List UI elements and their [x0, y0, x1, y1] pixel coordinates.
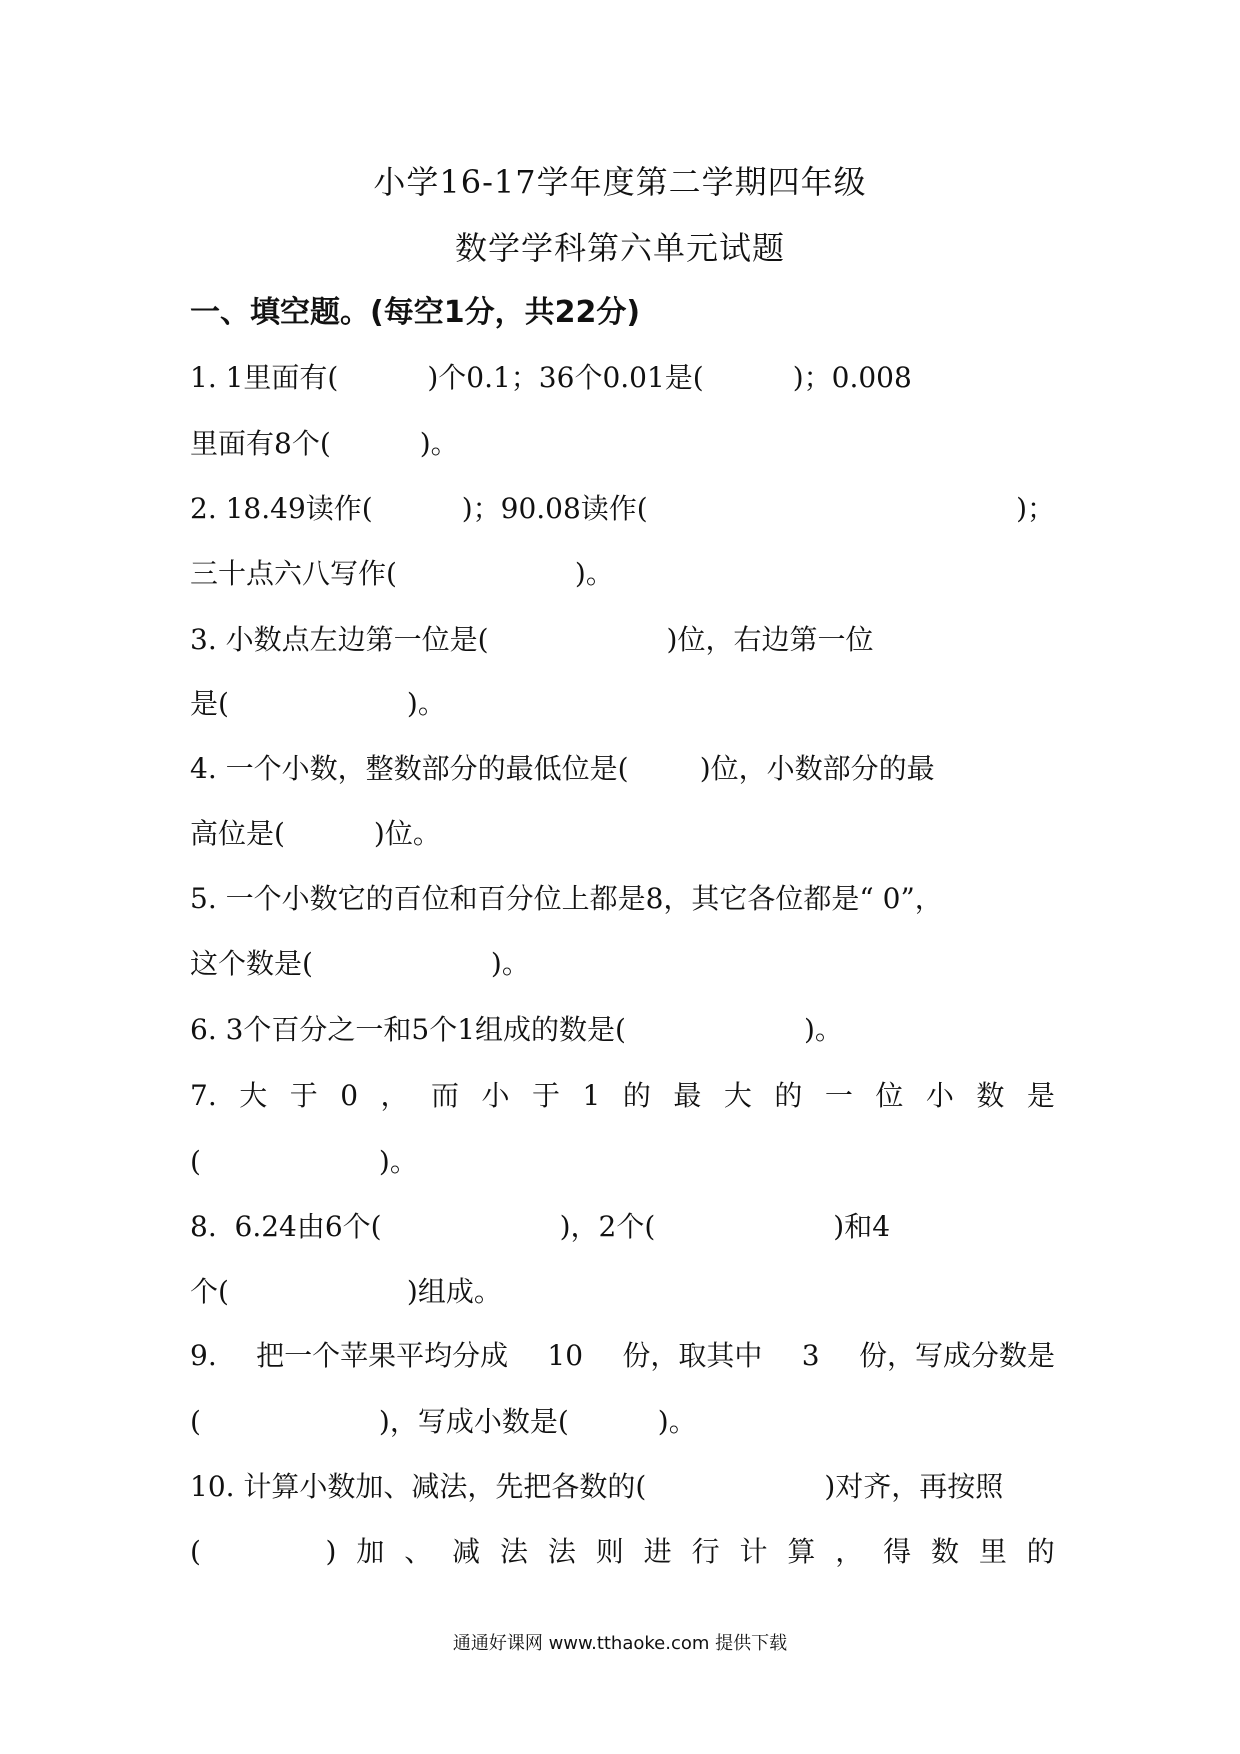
page-footer: 通通好课网 www.tthaoke.com 提供下载	[452, 1633, 788, 1654]
exam-title-line-2: 数学学科第六单元试题	[454, 229, 785, 267]
question-1-line-1: 1. 1里面有( )个0.1；36个0.01是( )；0.008	[190, 361, 912, 394]
question-9-line-1: 9. 把一个苹果平均分成 10 份，取其中 3 份，写成分数是	[190, 1339, 1055, 1372]
question-7-line-2: ( )。	[190, 1145, 418, 1178]
section-heading: 一、填空题。(每空1分，共22分)	[190, 295, 641, 330]
question-6-line-1: 6. 3个百分之一和5个1组成的数是( )。	[190, 1013, 843, 1046]
question-5-line-1: 5. 一个小数它的百位和百分位上都是8，其它各位都是“ 0”，	[190, 882, 943, 915]
question-2-line-1: 2. 18.49读作( )；90.08读作( )；	[190, 492, 1055, 525]
question-4-line-2: 高位是( )位。	[190, 817, 441, 850]
question-8-line-1: 8. 6.24由6个( )，2个( )和4	[190, 1210, 891, 1243]
question-10-line-2: ( ) 加 、 减 法 法 则 进 行 计 算 ， 得 数 里 的	[190, 1535, 1055, 1568]
question-2-line-2: 三十点六八写作( )。	[190, 557, 614, 590]
question-10-line-1: 10. 计算小数加、减法，先把各数的( )对齐，再按照	[190, 1470, 1004, 1503]
exam-title-line-1: 小学16-17学年度第二学期四年级	[373, 163, 867, 201]
question-5-line-2: 这个数是( )。	[190, 947, 530, 980]
question-4-line-1: 4. 一个小数，整数部分的最低位是( )位，小数部分的最	[190, 752, 935, 785]
question-1-line-2: 里面有8个( )。	[190, 427, 459, 460]
question-3-line-1: 3. 小数点左边第一位是( )位，右边第一位	[190, 623, 874, 656]
question-7-line-1: 7. 大 于 0 ， 而 小 于 1 的 最 大 的 一 位 小 数 是	[190, 1079, 1055, 1112]
question-3-line-2: 是( )。	[190, 687, 446, 720]
question-8-line-2: 个( )组成。	[190, 1275, 502, 1308]
question-9-line-2: ( )，写成小数是( )。	[190, 1405, 697, 1438]
